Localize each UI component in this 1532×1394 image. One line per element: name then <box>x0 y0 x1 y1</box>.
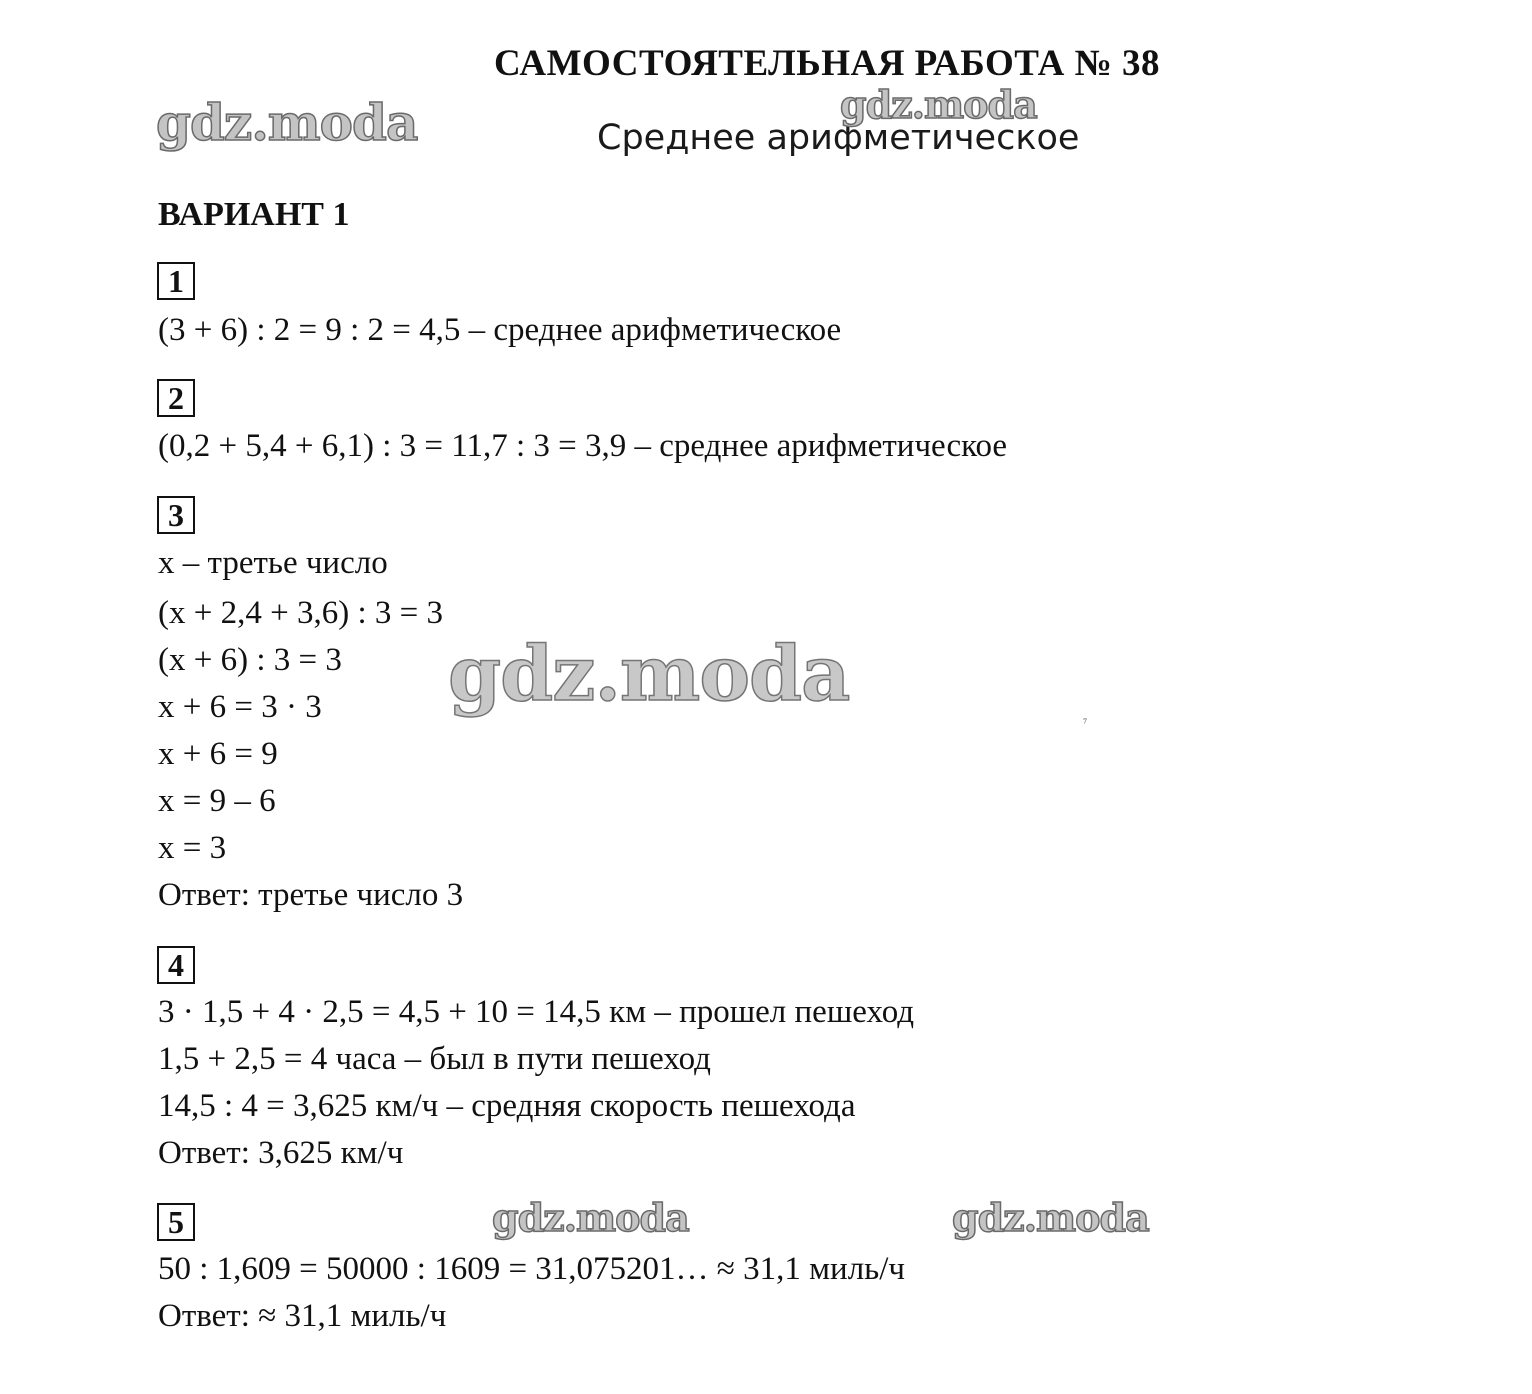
page-subtitle: Среднее арифметическое <box>597 118 1080 158</box>
solution-line: (x + 2,4 + 3,6) : 3 = 3 <box>158 595 443 631</box>
answer-line: Ответ: третье число 3 <box>158 877 464 913</box>
scan-speck: ⁷ <box>1083 716 1088 730</box>
watermark-logo: gdz.moda <box>448 629 850 718</box>
answer-line: Ответ: 3,625 км/ч <box>158 1135 404 1171</box>
task-number-box: 4 <box>157 946 195 984</box>
task-number-box: 1 <box>157 262 195 300</box>
watermark-logo: gdz.moda <box>952 1195 1149 1240</box>
task-number-box: 3 <box>157 496 195 534</box>
task-number-box: 2 <box>157 379 195 417</box>
solution-line: (x + 6) : 3 = 3 <box>158 642 342 678</box>
watermark-logo: gdz.moda <box>156 93 418 152</box>
task-number-box: 5 <box>157 1203 195 1241</box>
solution-line: 50 : 1,609 = 50000 : 1609 = 31,075201… ≈ 31,1 миль/ч <box>158 1251 905 1287</box>
solution-line: 3 · 1,5 + 4 · 2,5 = 4,5 + 10 = 14,5 км – прошел пешеход <box>158 994 915 1030</box>
solution-line: 1,5 + 2,5 = 4 часа – был в пути пешеход <box>158 1041 711 1077</box>
watermark-logo: gdz.moda <box>840 82 1037 127</box>
solution-line: 14,5 : 4 = 3,625 км/ч – средняя скорость пешехода <box>158 1088 856 1124</box>
solution-line: x + 6 = 9 <box>158 736 278 772</box>
watermark-logo: gdz.moda <box>492 1195 689 1240</box>
solution-line: (0,2 + 5,4 + 6,1) : 3 = 11,7 : 3 = 3,9 – среднее арифметическое <box>158 428 1008 464</box>
page-title: САМОСТОЯТЕЛЬНАЯ РАБОТА № 38 <box>493 43 1160 84</box>
solution-line: (3 + 6) : 2 = 9 : 2 = 4,5 – среднее арифметическое <box>158 312 842 348</box>
solution-line: x – третье число <box>158 545 388 581</box>
variant-heading: ВАРИАНТ 1 <box>158 196 350 233</box>
solution-line: x = 3 <box>158 830 227 866</box>
answer-line: Ответ: ≈ 31,1 миль/ч <box>158 1298 447 1334</box>
solution-line: x = 9 – 6 <box>158 783 276 819</box>
solution-line: x + 6 = 3 · 3 <box>158 689 322 725</box>
